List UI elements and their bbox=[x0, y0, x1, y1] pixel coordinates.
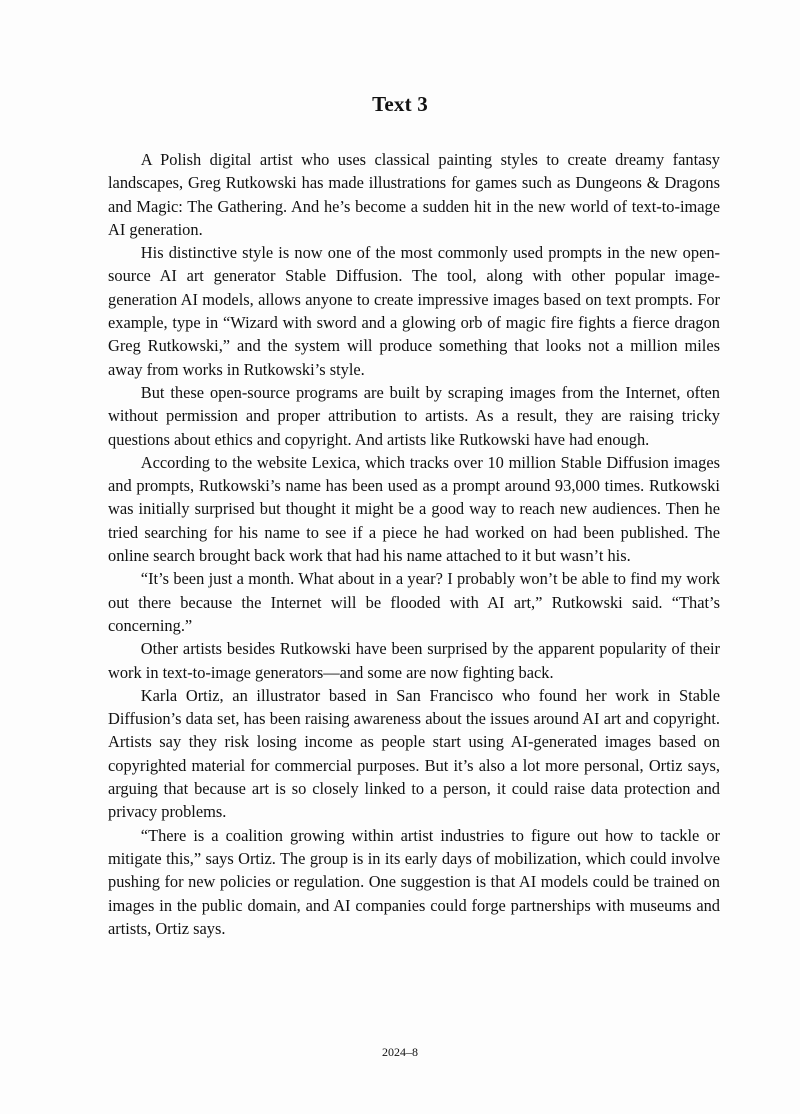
paragraph-6: Other artists besides Rutkowski have been surprised by the apparent popularity of their work in text-to-image generators—and some are now fighting back. bbox=[108, 639, 720, 682]
page-title: Text 3 bbox=[372, 92, 428, 116]
paragraph-4: According to the website Lexica, which tracks over 10 million Stable Diffusion images and prompts, Rutkowski’s name has been used as a prompt around 93,000 times. Rutkowski was initially surprised but thought it might be a good way to reach new audiences. Then he tried searching for his name to see if a piece he had worked on had been published. The online search brought back work that had his name attached to it but wasn’t his. bbox=[108, 452, 720, 566]
paragraph-5: “It’s been just a month. What about in a year? I probably won’t be able to find my work out there because the Internet will be flooded with AI art,” Rutkowski said. “That’s concerning.” bbox=[108, 569, 720, 635]
paragraph-2: His distinctive style is now one of the most commonly used prompts in the new open-source AI art generator Stable Diffusion. The tool, along with other popular image-generation AI models, allows anyone to create impressive images based on text prompts. For example, type in “Wizard with sword and a glowing orb of magic fire fights a fierce dragon Greg Rutkowski,” and the system will produce something that looks not a million miles away from works in Rutkowski’s style. bbox=[108, 243, 720, 379]
paragraph-8: “There is a coalition growing within artist industries to figure out how to tackle or mitigate this,” says Ortiz. The group is in its early days of mobilization, which could involve pushing for new policies or regulation. One suggestion is that AI models could be trained on images in the public domain, and AI companies could forge partnerships with museums and artists, Ortiz says. bbox=[108, 825, 720, 938]
paragraph-3: But these open-source programs are built by scraping images from the Internet, often without permission and proper attribution to artists. As a result, they are raising tricky questions about ethics and copyright. And artists like Rutkowski have had enough. bbox=[108, 382, 720, 449]
page-footer: 2024–8 bbox=[382, 1045, 418, 1059]
paragraph-1: A Polish digital artist who uses classical painting styles to create dreamy fantasy landscapes, Greg Rutkowski has made illustrations for games such as Dungeons & Dragons and Magic: The Gathering. And he’s become a sudden hit in the new world of text-to-image AI generation. bbox=[108, 150, 720, 239]
article-body bbox=[108, 148, 720, 940]
paragraph-7: Karla Ortiz, an illustrator based in San Francisco who found her work in Stable Diffusion’s data set, has been raising awareness about the issues around AI art and copyright. Artists say they risk losing income as people start using AI-generated images based on copyrighted material for commercial purposes. But it’s also a lot more personal, Ortiz says, arguing that because art is so closely linked to a person, it could raise data protection and privacy problems. bbox=[108, 685, 720, 822]
